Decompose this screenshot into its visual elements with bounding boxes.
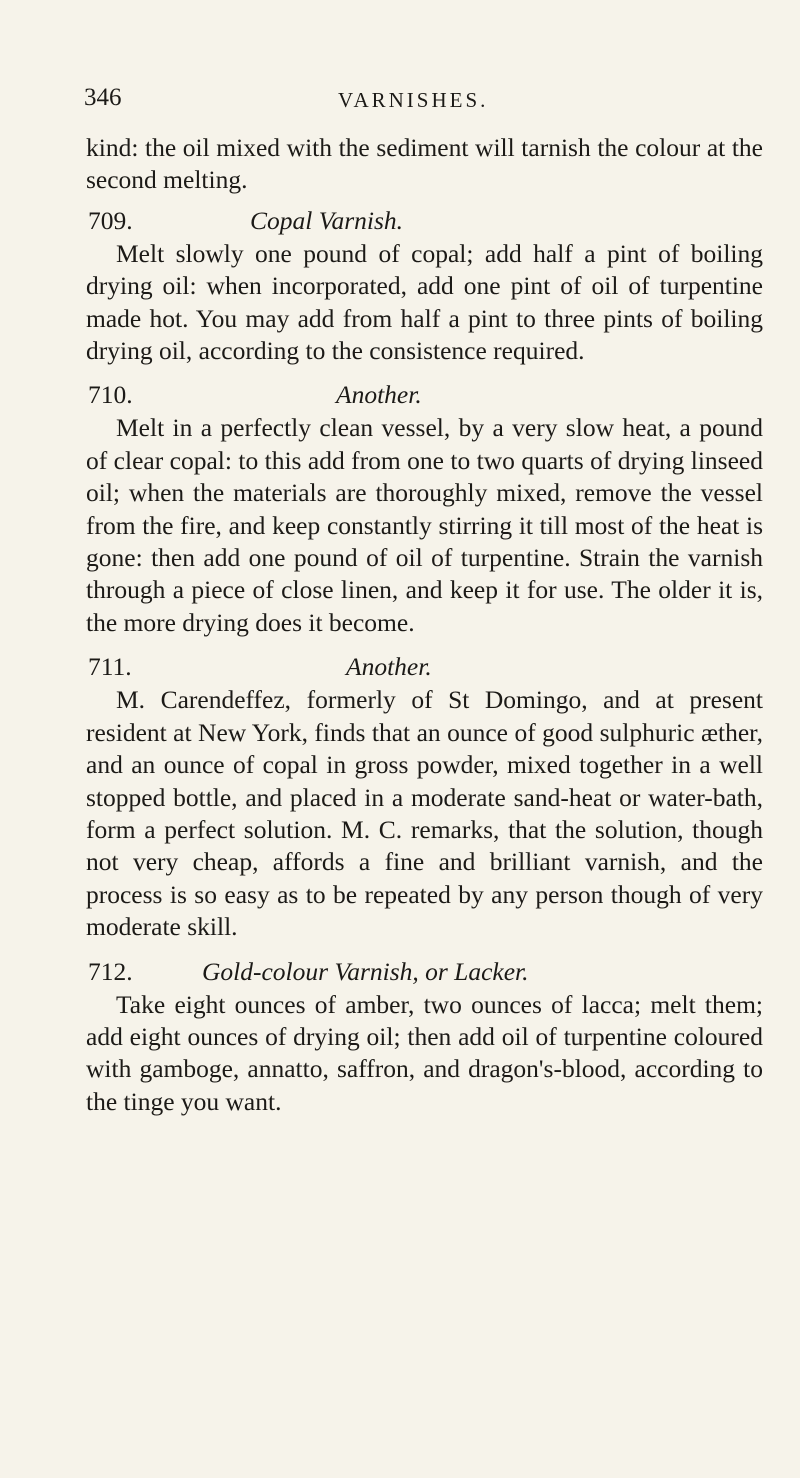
running-head: VARNISHES. [338, 88, 489, 112]
section-heading-712 [86, 956, 763, 989]
section-heading-709 [86, 205, 763, 238]
section-heading-711 [86, 651, 763, 684]
page-number: 346 [84, 84, 122, 111]
section-paragraph-711: M. Carendeffez, formerly of St Domingo, and at present resident at New York, finds that an ounce of good sulphuric æther, and an ounce of copal in gross powder, mixed together in a well stopped bottle, and placed in a moderate sand-heat or water-bath, form a perfect solution. M. C. remarks, that the solution, though not very cheap, affords a fine and brilliant varnish, and the process is so easy as to be repeated by any person though of very moderate skill. [86, 685, 763, 942]
section-paragraph-712: Take eight ounces of amber, two ounces of lacca; melt them; add eight ounces of drying oil; then add oil of turpentine coloured with gamboge, annatto, saffron, and dragon's-blood, according to the tinge you want. [86, 989, 763, 1116]
section-title: Another. [336, 380, 422, 410]
page-header [84, 84, 764, 124]
section-paragraph-710: Melt in a perfectly clean vessel, by a very slow heat, a pound of clear copal: to this add from one to two quarts of drying linseed oil; when the materials are thoroughly mixed, remove the vessel from the fire, and keep constantly stirring it till most of the heat is gone: then add one pound of oil of turpentine. Strain the varnish through a piece of close linen, and keep it for use. The older it is, the more drying does it become. [86, 413, 763, 637]
section-title: Copal Varnish. [250, 205, 404, 235]
section-title: Gold-colour Varnish, or Lacker. [202, 956, 529, 986]
section-number: 712. [88, 956, 133, 986]
section-number: 710. [88, 380, 133, 410]
intro-paragraph: kind: the oil mixed with the sediment will tarnish the colour at the second melting. [86, 133, 763, 195]
section-number: 711. [88, 652, 132, 682]
page-body [86, 132, 763, 1118]
section-heading-710 [86, 379, 763, 412]
section-title: Another. [346, 652, 432, 682]
section-number: 709. [88, 205, 133, 235]
section-paragraph-709: Melt slowly one pound of copal; add half a pint of boiling drying oil: when incorporated, add one pint of oil of turpentine made hot. You may add from half a pint to three pints of boiling drying oil, according to the consistence required. [86, 238, 763, 366]
